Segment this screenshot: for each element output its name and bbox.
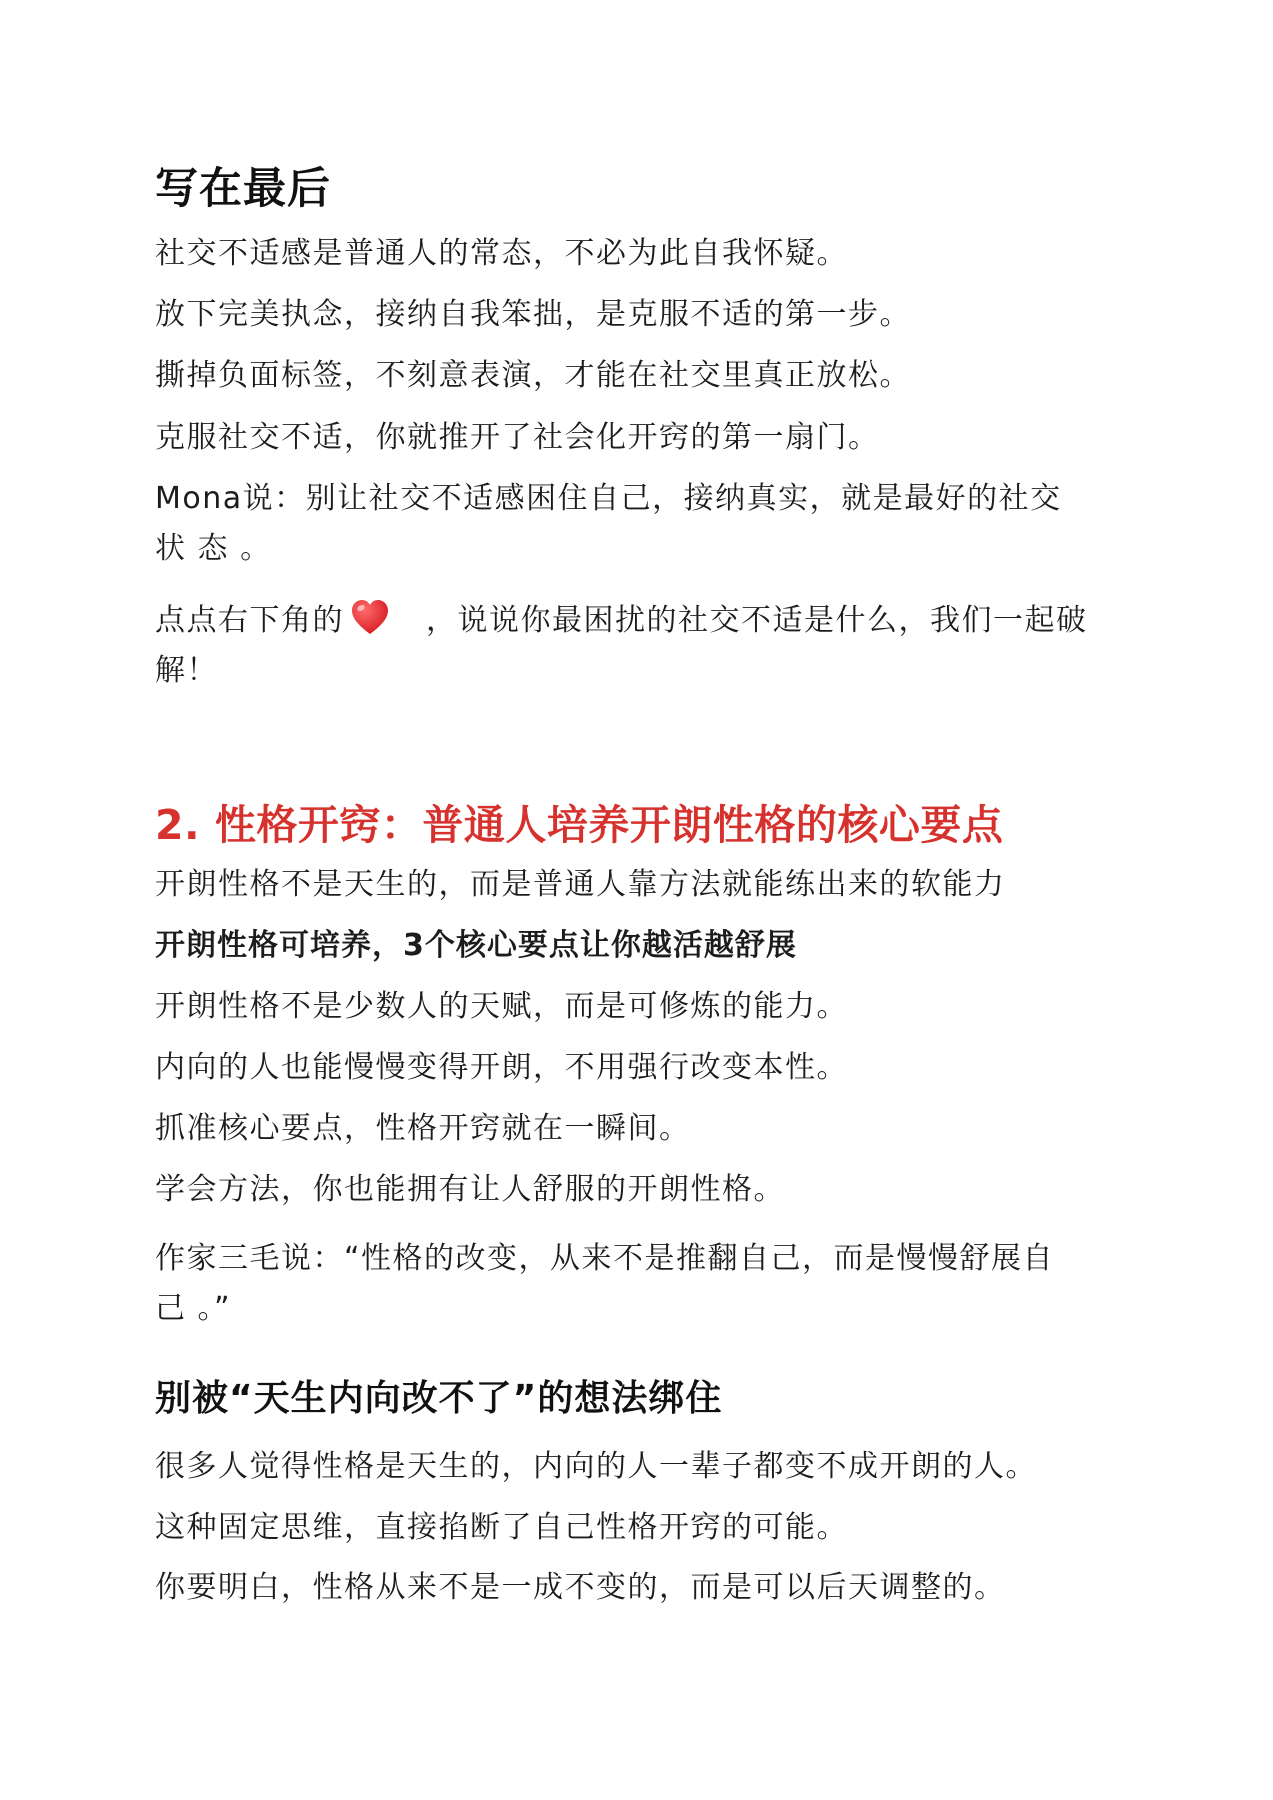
paragraph-line: 你要明白，性格从来不是一成不变的，而是可以后天调整的。 [155,1570,1006,1605]
paragraph-line: 内向的人也能慢慢变得开朗，不用强行改变本性。 [155,1050,848,1085]
bold-summary-line: 开朗性格可培养，3个核心要点让你越活越舒展 [155,928,797,963]
paragraph-line: 学会方法，你也能拥有让人舒服的开朗性格。 [155,1172,785,1207]
sanmao-quote: 作家三毛说：“性格的改变，从来不是推翻自己，而是慢慢舒展自 己 。” [155,1241,1055,1326]
heart-icon [350,598,390,638]
paragraph-line: 很多人觉得性格是天生的，内向的人一辈子都变不成开朗的人。 [155,1449,1037,1484]
section-title-personality: 2. 性格开窍：普通人培养开朗性格的核心要点 [155,801,1004,849]
paragraph-line: 这种固定思维，直接掐断了自己性格开窍的可能。 [155,1510,848,1545]
paragraph-line: 撕掉负面标签，不刻意表演，才能在社交里真正放松。 [155,358,911,393]
intro-line: 开朗性格不是天生的，而是普通人靠方法就能练出来的软能力 [155,867,1006,902]
paragraph-line: 放下完美执念，接纳自我笨拙，是克服不适的第一步。 [155,297,911,332]
subsection-title: 别被“天生内向改不了”的想法绑住 [155,1378,723,1419]
cta-text-before: 点点右下角的 [155,603,344,638]
paragraph-line: 抓准核心要点，性格开窍就在一瞬间。 [155,1111,691,1146]
paragraph-line: 社交不适感是普通人的常态，不必为此自我怀疑。 [155,236,848,271]
mona-quote: Mona说：别让社交不适感困住自己，接纳真实，就是最好的社交 状 态 。 [155,481,1062,566]
paragraph-line: 开朗性格不是少数人的天赋，而是可修炼的能力。 [155,989,848,1024]
paragraph-line: 克服社交不适，你就推开了社会化开窍的第一扇门。 [155,420,880,455]
cta-text-after: ，说说你最困扰的社交不适是什么，我们一起破解！ [155,603,1088,688]
call-to-action [155,596,1095,696]
section-title-final-words: 写在最后 [155,164,331,214]
